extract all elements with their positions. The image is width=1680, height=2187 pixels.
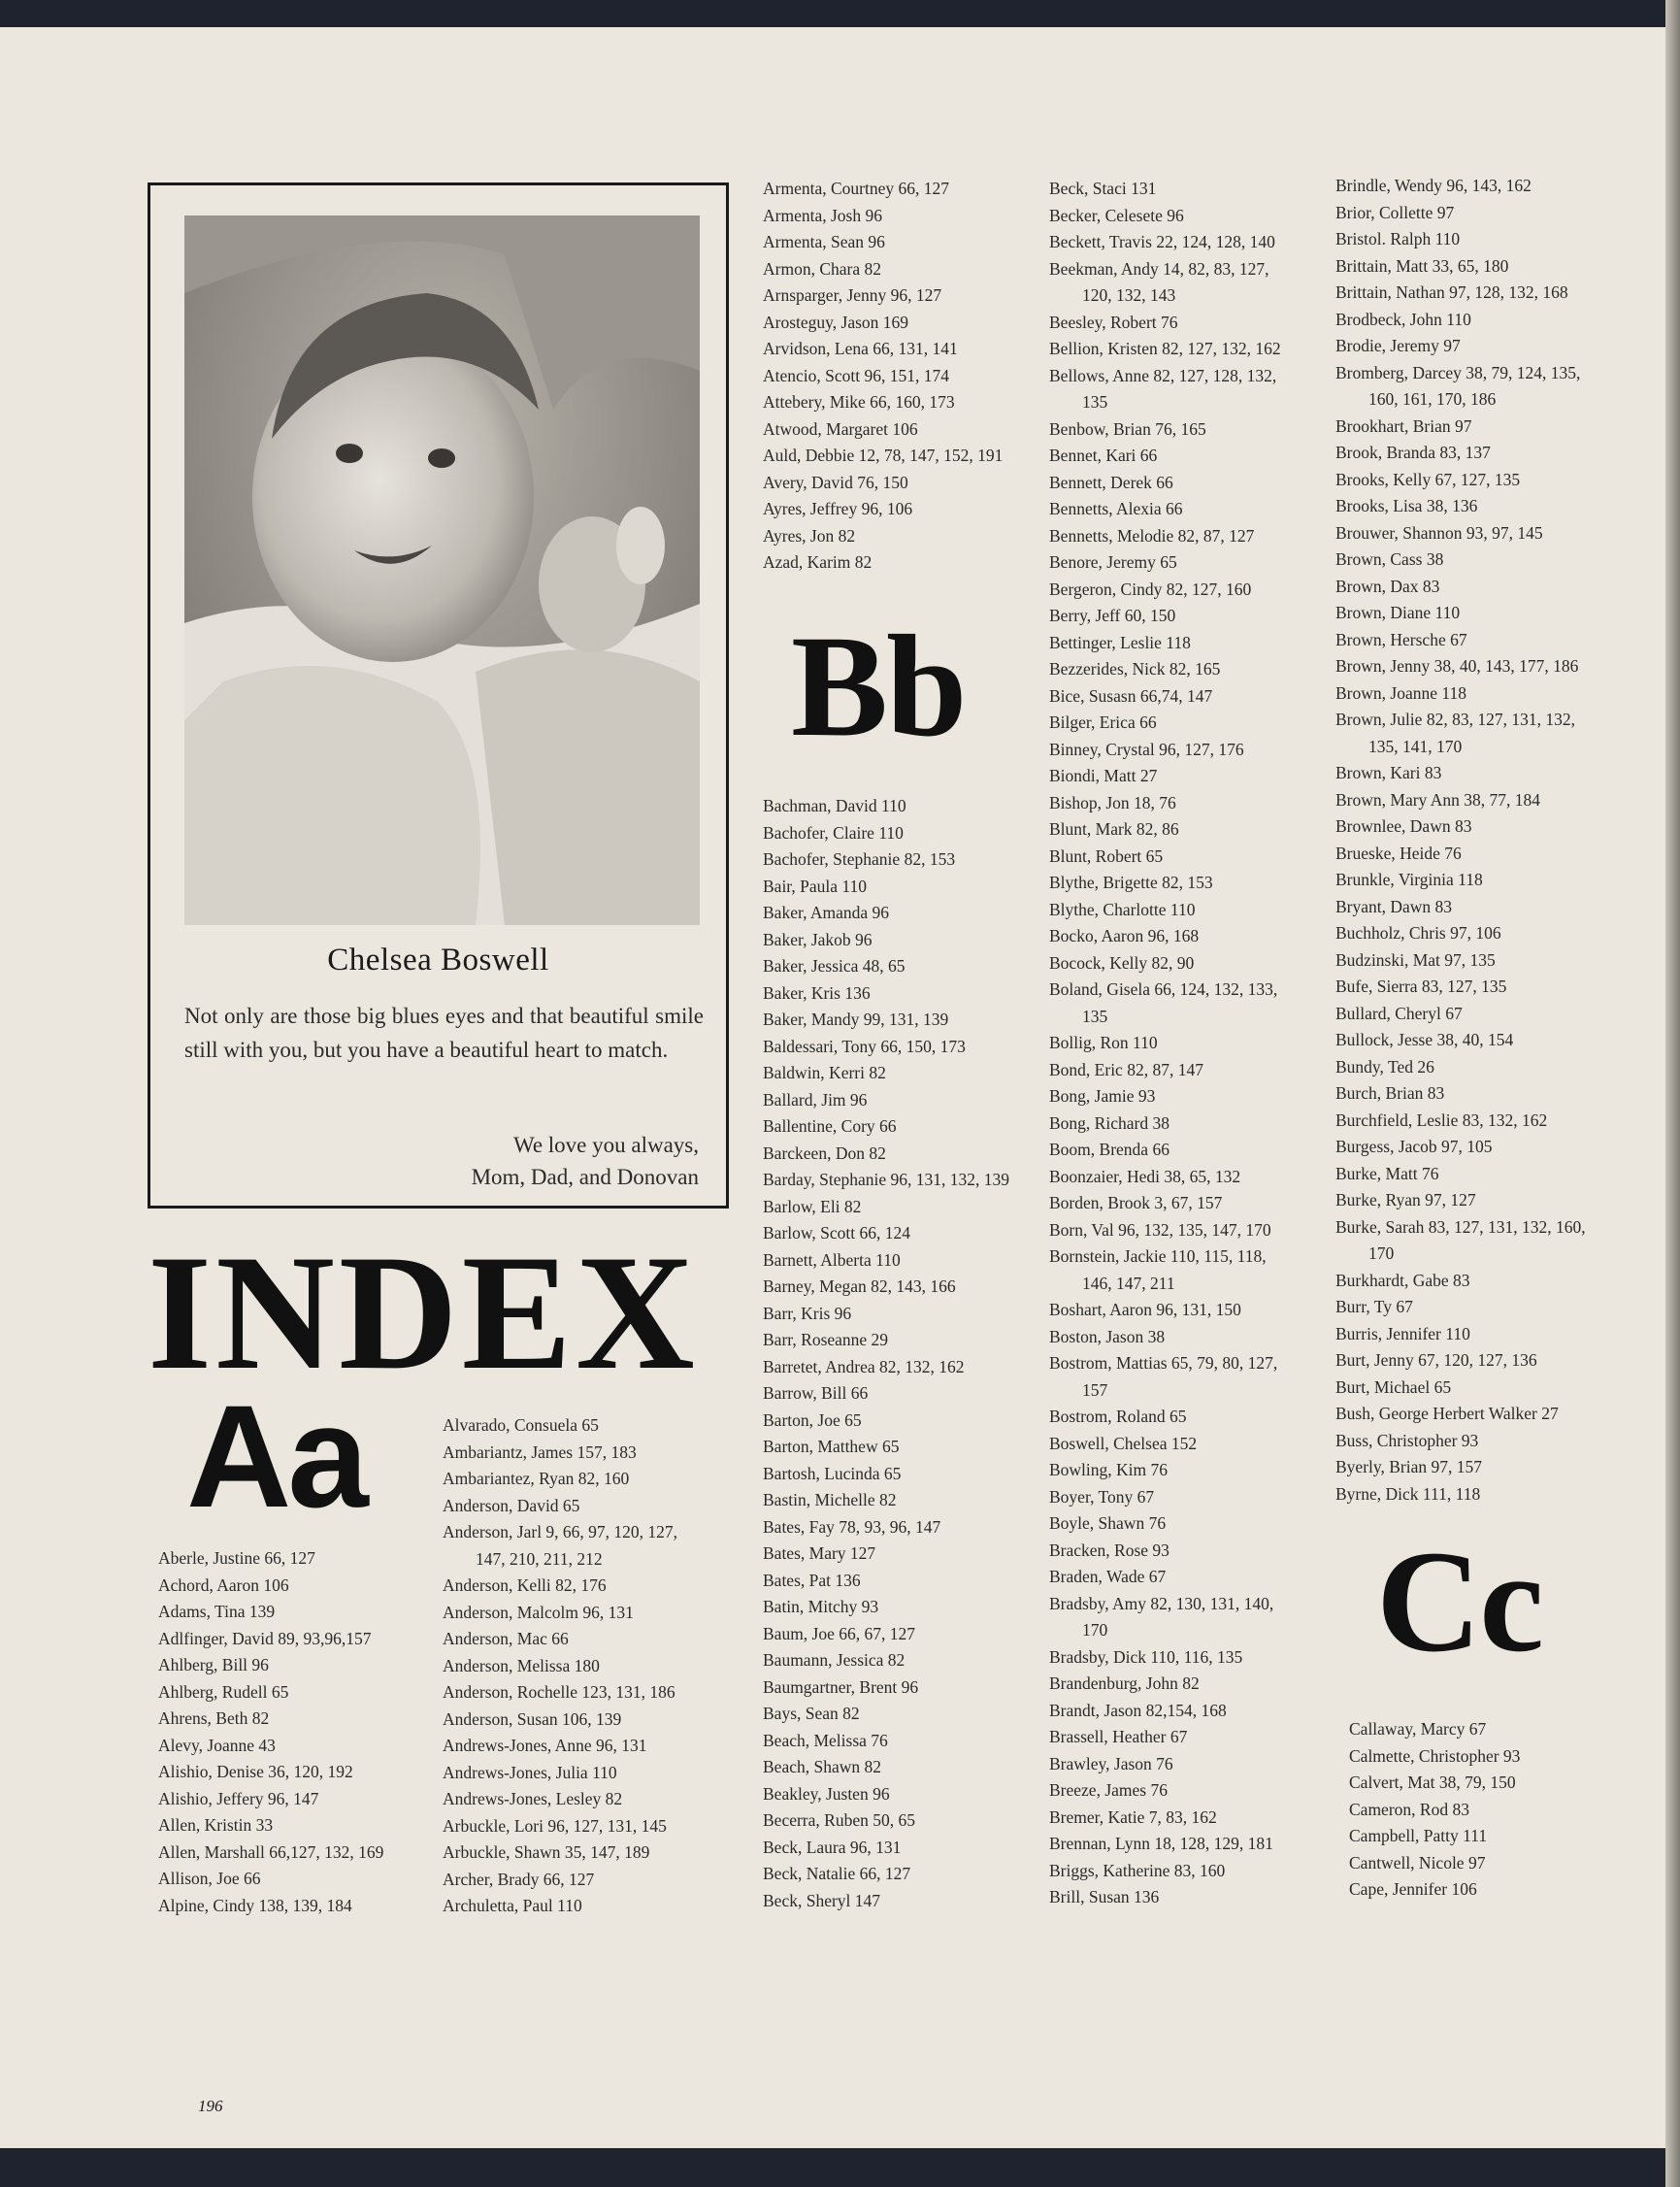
index-entry: Braden, Wade 67 [1049,1567,1167,1586]
index-entry: Barr, Roseanne 29 [763,1330,889,1349]
baby-photo [184,215,700,925]
index-entry: Brown, Mary Ann 38, 77, 184 [1335,789,1540,810]
index-entry: Ahrens, Beth 82 [158,1708,270,1728]
index-entry: Brown, Julie 82, 83, 127, 131, 132, [1335,710,1575,729]
index-entry: Campbell, Patty 111 [1349,1826,1488,1845]
index-entry: Alpine, Cindy 138, 139, 184 [158,1895,352,1915]
index-column-5a [1335,173,1586,1508]
index-entry: Bellion, Kristen 82, 127, 132, 162 [1049,339,1281,358]
index-entry: Beck, Sheryl 147 [763,1890,881,1910]
index-entry: Bergeron, Cindy 82, 127, 160 [1049,579,1252,599]
index-entry: Batin, Mitchy 93 [763,1597,879,1616]
section-letter-c: Cc [1376,1521,1542,1682]
index-entry: Born, Val 96, 132, 135, 147, 170 [1049,1219,1271,1240]
index-entry: 157 [1082,1379,1108,1400]
index-entry: Bufe, Sierra 83, 127, 135 [1335,977,1507,996]
index-entry: Blythe, Charlotte 110 [1049,899,1196,919]
index-entry: Brown, Dax 83 [1335,576,1440,596]
index-entry: Archer, Brady 66, 127 [443,1869,595,1889]
index-entry: Briggs, Katherine 83, 160 [1049,1860,1226,1880]
index-entry: Breeze, James 76 [1049,1780,1168,1800]
index-entry: Andrews-Jones, Anne 96, 131 [443,1736,647,1755]
index-entry: 170 [1368,1243,1395,1263]
index-entry: Ayres, Jeffrey 96, 106 [763,499,913,518]
index-entry: Barnett, Alberta 110 [763,1249,901,1270]
index-entry: Burgess, Jacob 97, 105 [1335,1137,1493,1156]
index-entry: Anderson, Malcolm 96, 131 [443,1602,634,1622]
index-entry: Anderson, Kelli 82, 176 [443,1575,607,1595]
index-entry: Beck, Laura 96, 131 [763,1837,902,1857]
index-entry: 135 [1082,1006,1108,1026]
index-entry: Bryant, Dawn 83 [1335,896,1453,916]
index-entry: Bostrom, Roland 65 [1049,1407,1187,1426]
index-entry: Beach, Shawn 82 [763,1757,881,1776]
index-entry: Bezzerides, Nick 82, 165 [1049,659,1221,679]
index-entry: Bush, George Herbert Walker 27 [1335,1404,1559,1423]
index-entry: Adlfinger, David 89, 93,96,157 [158,1628,372,1648]
index-entry: Ayres, Jon 82 [763,525,856,546]
index-column-2 [443,1412,677,1920]
memorial-box [148,182,729,1209]
index-entry: Anderson, Jarl 9, 66, 97, 120, 127, [443,1522,678,1541]
page-edge [1665,0,1680,2187]
index-entry: 146, 147, 211 [1082,1273,1175,1293]
index-entry: Bollig, Ron 110 [1049,1033,1158,1052]
index-entry: Bornstein, Jackie 110, 115, 118, [1049,1246,1267,1266]
index-entry: Burris, Jennifer 110 [1335,1323,1470,1343]
index-entry: Baker, Jakob 96 [763,929,873,949]
index-entry: Andrews-Jones, Lesley 82 [443,1789,623,1808]
index-entry: Brouwer, Shannon 93, 97, 145 [1335,522,1543,543]
index-entry: Anderson, David 65 [443,1495,580,1515]
index-entry: Boswell, Chelsea 152 [1049,1433,1198,1453]
index-entry: Calmette, Christopher 93 [1349,1745,1521,1766]
index-entry: Brookhart, Brian 97 [1335,415,1472,436]
index-entry: Byerly, Brian 97, 157 [1335,1457,1482,1476]
index-entry: Brunkle, Virginia 118 [1335,870,1483,889]
index-entry: Binney, Crystal 96, 127, 176 [1049,739,1244,759]
index-entry: Arvidson, Lena 66, 131, 141 [763,339,958,358]
baby-photo-image [184,215,700,925]
index-entry: Cantwell, Nicole 97 [1349,1852,1486,1872]
index-entry: Bostrom, Mattias 65, 79, 80, 127, [1049,1353,1278,1373]
index-entry: Burke, Sarah 83, 127, 131, 132, 160, [1335,1216,1586,1237]
index-entry: Andrews-Jones, Julia 110 [443,1762,617,1782]
index-entry: Bastin, Michelle 82 [763,1490,897,1509]
index-entry: Bilger, Erica 66 [1049,712,1157,732]
index-entry: Bullard, Cheryl 67 [1335,1003,1463,1023]
index-entry: Bachman, David 110 [763,796,906,815]
index-entry: Burchfield, Leslie 83, 132, 162 [1335,1110,1548,1130]
index-entry: Ballard, Jim 96 [763,1089,868,1110]
index-column-4 [1049,176,1281,1911]
index-entry: Achord, Aaron 106 [158,1574,289,1595]
index-entry: Cape, Jennifer 106 [1349,1879,1477,1899]
index-entry: Brennan, Lynn 18, 128, 129, 181 [1049,1834,1273,1853]
index-entry: Baker, Kris 136 [763,982,871,1003]
index-entry: Alishio, Denise 36, 120, 192 [158,1762,353,1781]
index-entry: Brittain, Nathan 97, 128, 132, 168 [1335,282,1568,302]
index-entry: Barday, Stephanie 96, 131, 132, 139 [763,1170,1010,1189]
index-entry: Boston, Jason 38 [1049,1326,1166,1346]
index-entry: Brodbeck, John 110 [1335,309,1471,329]
index-entry: Arnsparger, Jenny 96, 127 [763,285,942,305]
index-entry: Armenta, Josh 96 [763,205,882,225]
index-entry: Brooks, Kelly 67, 127, 135 [1335,469,1521,489]
index-entry: Brown, Cass 38 [1335,549,1444,569]
index-entry: Azad, Karim 82 [763,552,873,572]
index-entry: Alvarado, Consuela 65 [443,1415,599,1435]
index-entry: Bennetts, Alexia 66 [1049,499,1183,518]
index-entry: 147, 210, 211, 212 [476,1548,603,1569]
index-entry: Alevy, Joanne 43 [158,1735,276,1755]
index-entry: Cameron, Rod 83 [1349,1799,1469,1819]
index-entry: Calvert, Mat 38, 79, 150 [1349,1773,1516,1792]
index-entry: Barney, Megan 82, 143, 166 [763,1276,956,1296]
index-entry: Bice, Susasn 66,74, 147 [1049,685,1213,706]
index-entry: Bennet, Kari 66 [1049,446,1158,465]
index-entry: Baumgartner, Brent 96 [763,1676,919,1697]
index-entry: Becker, Celesete 96 [1049,205,1184,225]
index-entry: Baldwin, Kerri 82 [763,1063,886,1082]
signature-line-1: We love you always, [512,1133,699,1157]
index-entry: Bates, Fay 78, 93, 96, 147 [763,1516,941,1537]
index-entry: Benore, Jeremy 65 [1049,552,1177,572]
index-entry: Boonzaier, Hedi 38, 65, 132 [1049,1166,1241,1186]
index-entry: Bundy, Ted 26 [1335,1056,1434,1077]
index-entry: Anderson, Susan 106, 139 [443,1708,622,1729]
index-entry: Attebery, Mike 66, 160, 173 [763,392,955,412]
index-entry: Burke, Matt 76 [1335,1163,1439,1183]
index-entry: Boland, Gisela 66, 124, 132, 133, [1049,979,1278,999]
index-entry: Barton, Matthew 65 [763,1437,900,1456]
index-entry: Ambariantz, James 157, 183 [443,1441,637,1462]
index-entry: Brior, Collette 97 [1335,202,1455,222]
index-entry: Barlow, Scott 66, 124 [763,1223,910,1243]
index-entry: Bong, Jamie 93 [1049,1086,1156,1106]
index-entry: Blythe, Brigette 82, 153 [1049,873,1213,892]
index-entry: Baum, Joe 66, 67, 127 [763,1623,916,1643]
memorial-signature [472,1129,699,1193]
index-entry: Anderson, Melissa 180 [443,1655,600,1675]
index-entry: Bair, Paula 110 [763,876,868,896]
index-entry: Beck, Staci 131 [1049,179,1157,198]
index-entry: Armenta, Sean 96 [763,232,885,251]
memorial-message: Not only are those big blues eyes and that beautiful smile still with you, but you have a beautiful heart to match. [184,1004,704,1062]
index-entry: Armon, Chara 82 [763,258,881,279]
index-entry: Burt, Michael 65 [1335,1376,1452,1397]
index-entry: Bishop, Jon 18, 76 [1049,792,1176,812]
index-entry: Ballentine, Cory 66 [763,1116,897,1136]
index-entry: Brawley, Jason 76 [1049,1753,1173,1773]
index-entry: Brownlee, Dawn 83 [1335,816,1472,836]
index-entry: Baumann, Jessica 82 [763,1650,906,1670]
index-entry: Armenta, Courtney 66, 127 [763,179,949,198]
index-entry: Blunt, Mark 82, 86 [1049,819,1179,839]
index-entry: Burch, Brian 83 [1335,1083,1445,1103]
index-entry: Bates, Mary 127 [763,1543,876,1563]
index-entry: Blunt, Robert 65 [1049,845,1164,866]
index-entry: Allen, Marshall 66,127, 132, 169 [158,1841,384,1862]
index-entry: Baker, Amanda 96 [763,903,890,922]
index-entry: Barrow, Bill 66 [763,1383,869,1403]
index-entry: Barckeen, Don 82 [763,1143,886,1163]
index-entry: Bracken, Rose 93 [1049,1540,1169,1560]
index-entry: Brooks, Lisa 38, 136 [1335,496,1478,515]
index-entry: Beck, Natalie 66, 127 [763,1864,911,1883]
index-entry: Biondi, Matt 27 [1049,766,1158,785]
index-entry: Bong, Richard 38 [1049,1112,1169,1133]
index-entry: Brill, Susan 136 [1049,1887,1160,1906]
index-entry: Brandt, Jason 82,154, 168 [1049,1700,1227,1720]
index-entry: Buss, Christopher 93 [1335,1430,1479,1450]
index-entry: 160, 161, 170, 186 [1368,389,1497,409]
index-entry: Bachofer, Stephanie 82, 153 [763,849,956,869]
index-entry: Ahlberg, Rudell 65 [158,1681,289,1702]
index-entry: Brodie, Jeremy 97 [1335,336,1461,355]
index-entry: Anderson, Rochelle 123, 131, 186 [443,1682,675,1702]
index-entry: Boyle, Shawn 76 [1049,1513,1167,1533]
index-entry: Bays, Sean 82 [763,1704,860,1723]
index-entry: Burkhardt, Gabe 83 [1335,1270,1470,1290]
index-entry: Berry, Jeff 60, 150 [1049,606,1176,625]
page-number: 196 [198,2097,223,2115]
index-column-3a [763,176,1003,577]
index-entry: Ahlberg, Bill 96 [158,1655,269,1674]
index-entry: Burt, Jenny 67, 120, 127, 136 [1335,1350,1537,1370]
index-entry: Brook, Branda 83, 137 [1335,443,1491,462]
index-entry: Budzinski, Mat 97, 135 [1335,949,1496,970]
index-entry: Burr, Ty 67 [1335,1297,1413,1316]
index-column-3b [763,793,1009,1914]
index-entry: Ambariantez, Ryan 82, 160 [443,1469,630,1488]
index-entry: Archuletta, Paul 110 [443,1896,582,1915]
index-title: INDEX [148,1221,699,1404]
index-entry: Atwood, Margaret 106 [763,418,918,439]
index-entry: Brown, Kari 83 [1335,763,1442,782]
index-column-5b [1349,1716,1520,1904]
index-entry: Bromberg, Darcey 38, 79, 124, 135, [1335,362,1581,382]
index-entry: Becerra, Ruben 50, 65 [763,1810,915,1830]
index-entry: Boyer, Tony 67 [1049,1486,1155,1507]
index-entry: Atencio, Scott 96, 151, 174 [763,365,949,385]
index-entry: Beakley, Justen 96 [763,1783,890,1804]
index-entry: Brindle, Wendy 96, 143, 162 [1335,176,1532,195]
index-entry: Brown, Jenny 38, 40, 143, 177, 186 [1335,656,1579,676]
index-entry: Bennett, Derek 66 [1049,472,1173,492]
signature-line-2: Mom, Dad, and Donovan [471,1165,699,1189]
index-entry: Callaway, Marcy 67 [1349,1719,1487,1739]
index-entry: 120, 132, 143 [1082,285,1176,305]
index-entry: Bettinger, Leslie 118 [1049,632,1191,652]
index-entry: Arbuckle, Shawn 35, 147, 189 [443,1842,650,1862]
index-entry: Barr, Kris 96 [763,1303,852,1323]
memorial-name: Chelsea Boswell [327,943,549,978]
index-entry: Baker, Mandy 99, 131, 139 [763,1010,949,1029]
index-column-1 [158,1545,383,1919]
index-entry: Adams, Tina 139 [158,1602,276,1621]
index-entry: Byrne, Dick 111, 118 [1335,1483,1481,1504]
index-entry: Bowling, Kim 76 [1049,1460,1169,1479]
index-entry: 135 [1082,392,1108,412]
index-entry: Bradsby, Amy 82, 130, 131, 140, [1049,1593,1274,1613]
index-entry: Allison, Joe 66 [158,1869,261,1888]
index-entry: Brown, Hersche 67 [1335,629,1467,649]
index-entry: Brassell, Heather 67 [1049,1727,1188,1746]
index-entry: 135, 141, 170 [1368,736,1463,756]
index-entry: Brown, Diane 110 [1335,603,1461,622]
index-entry: Borden, Brook 3, 67, 157 [1049,1193,1223,1212]
index-entry: Bocock, Kelly 82, 90 [1049,952,1195,973]
index-entry: Baker, Jessica 48, 65 [763,956,906,976]
index-entry: Aberle, Justine 66, 127 [158,1548,315,1568]
index-entry: Arosteguy, Jason 169 [763,312,909,332]
index-entry: Beekman, Andy 14, 82, 83, 127, [1049,258,1269,279]
index-entry: Bristol. Ralph 110 [1335,229,1461,249]
index-entry: Anderson, Mac 66 [443,1629,569,1648]
index-entry: Beach, Melissa 76 [763,1730,888,1750]
index-entry: Brueske, Heide 76 [1335,843,1462,863]
index-entry: Buchholz, Chris 97, 106 [1335,923,1501,943]
index-entry: Benbow, Brian 76, 165 [1049,418,1206,439]
index-entry: Brandenburg, John 82 [1049,1673,1200,1693]
index-entry: Beckett, Travis 22, 124, 128, 140 [1049,232,1275,251]
index-entry: Bellows, Anne 82, 127, 128, 132, [1049,365,1277,385]
index-entry: Bradsby, Dick 110, 116, 135 [1049,1646,1243,1667]
section-letter-b: Bb [791,606,966,767]
index-entry: Bremer, Katie 7, 83, 162 [1049,1806,1217,1827]
index-entry: Bartosh, Lucinda 65 [763,1463,902,1483]
index-entry: Barton, Joe 65 [763,1409,862,1430]
index-entry: Bates, Pat 136 [763,1570,861,1590]
index-entry: Bocko, Aaron 96, 168 [1049,926,1200,945]
index-entry: Bennetts, Melodie 82, 87, 127 [1049,525,1255,546]
index-entry: Bachofer, Claire 110 [763,822,904,843]
index-entry: Beesley, Robert 76 [1049,312,1178,332]
section-letter-a: Aa [186,1375,365,1538]
index-entry: Auld, Debbie 12, 78, 147, 152, 191 [763,446,1004,465]
index-entry: 170 [1082,1620,1108,1640]
index-entry: Arbuckle, Lori 96, 127, 131, 145 [443,1815,667,1836]
index-entry: Avery, David 76, 150 [763,472,908,492]
index-entry: Burke, Ryan 97, 127 [1335,1190,1476,1209]
index-entry: Bullock, Jesse 38, 40, 154 [1335,1030,1514,1049]
index-entry: Bond, Eric 82, 87, 147 [1049,1059,1203,1079]
index-entry: Brittain, Matt 33, 65, 180 [1335,255,1509,276]
index-entry: Barretet, Andrea 82, 132, 162 [763,1356,965,1376]
index-entry: Barlow, Eli 82 [763,1196,862,1216]
index-entry: Boom, Brenda 66 [1049,1140,1169,1159]
index-entry: Alishio, Jeffery 96, 147 [158,1788,319,1808]
index-entry: Brown, Joanne 118 [1335,682,1466,703]
index-entry: Baldessari, Tony 66, 150, 173 [763,1036,966,1056]
index-entry: Boshart, Aaron 96, 131, 150 [1049,1300,1241,1319]
index-entry: Allen, Kristin 33 [158,1815,274,1835]
